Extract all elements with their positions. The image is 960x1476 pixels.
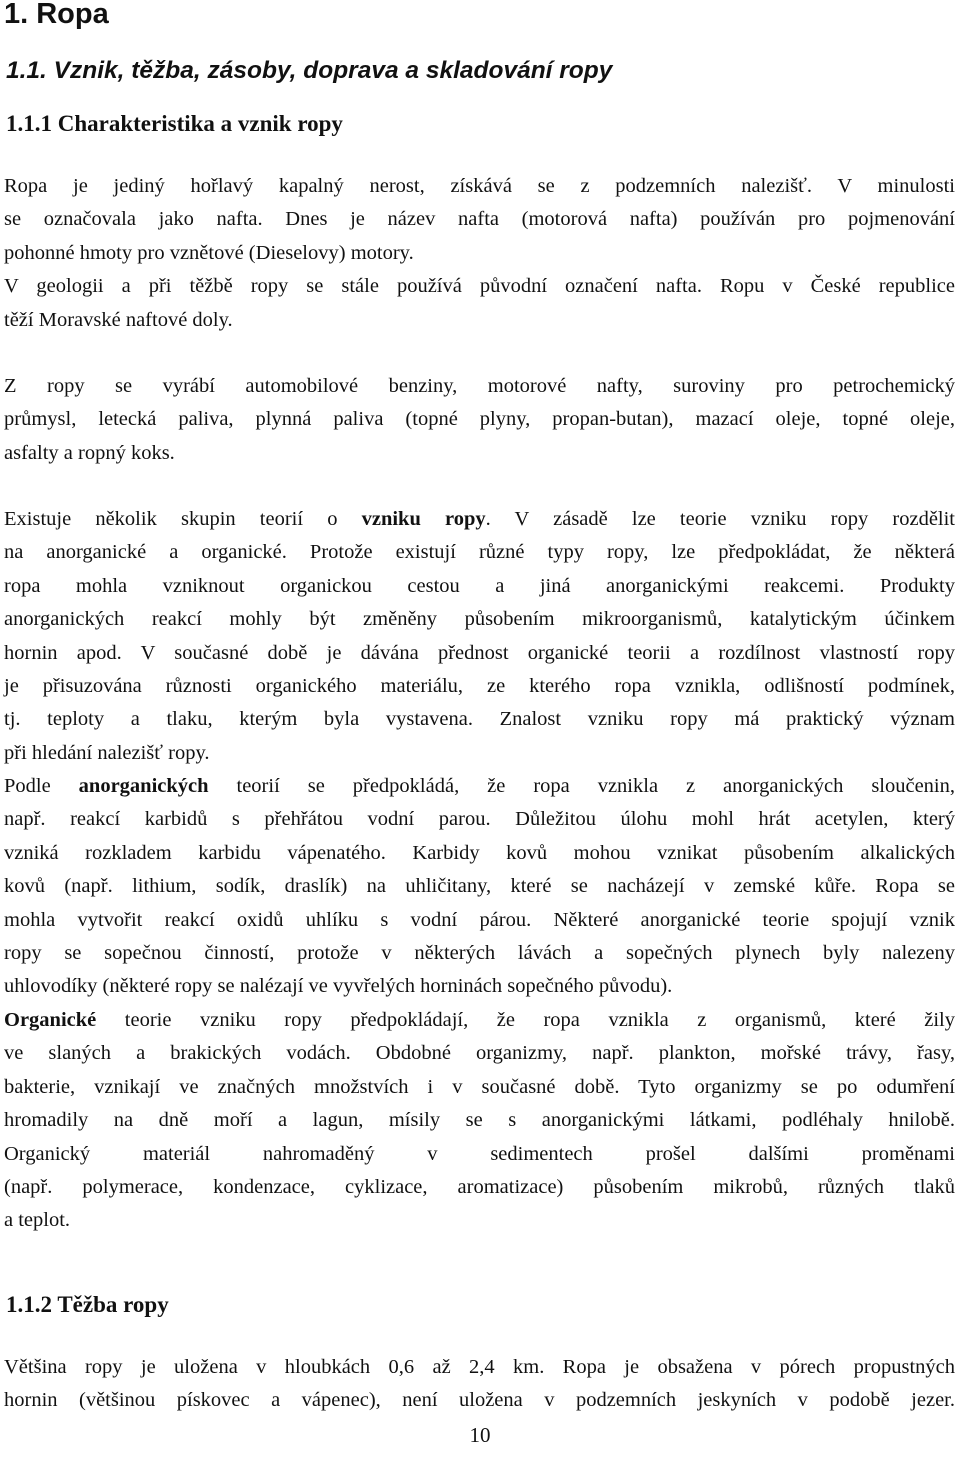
text-line: pohonné hmoty pro vznětové (Dieselovy) motory. [4,241,414,264]
text-line: (např. polymerace, kondenzace, cyklizace, aromatizace) působením mikrobů, různých tlaků [4,1175,955,1198]
text-line: Z ropy se vyrábí automobilové benziny, motorové nafty, suroviny pro petrochemický [4,375,955,397]
text-line: Organický materiál nahromaděný v sedimentech prošel dalšími proměnami [4,1142,955,1165]
bold-term: anorganických [78,775,209,797]
paragraph-definition [4,170,955,337]
paragraph-inorganic [4,770,955,1004]
text-line: bakterie, vznikají ve značných množstvích i v současné době. Tyto organizmy se po odumření [4,1075,955,1098]
bold-term: vzniku ropy [361,508,486,530]
bold-term: Organické [4,1009,97,1031]
text-line: Většina ropy je uložena v hloubkách 0,6 až 2,4 km. Ropa je obsažena v pórech propustných [4,1356,955,1378]
text-line: je přisuzována různosti organického materiálu, ze kterého ropa vznikla, odlišností podmínek, [4,674,955,697]
text-line: Podle anorganických teorií se předpokládá, že ropa vznikla z anorganických sloučenin, [4,775,956,797]
paragraph-organic [4,1004,955,1238]
text-line: Existuje několik skupin teorií o vzniku ropy. V zásadě lze teorie vzniku ropy rozdělit [4,508,956,530]
text-line: ropy se sopečnou činností, protože v některých lávách a sopečných plynech byly nalezeny [4,941,955,964]
section-heading: 1.1. Vznik, těžba, zásoby, doprava a skladování ropy [6,57,613,84]
paragraph-products [4,370,955,470]
text-line: ve slaných a brakických vodách. Obdobné organizmy, např. plankton, mořské trávy, řasy, [4,1042,955,1065]
text-line: např. reakcí karbidů s přehřátou vodní parou. Důležitou úlohu mohl hrát acetylen, který [4,808,955,831]
text-line: se označovala jako nafta. Dnes je název nafta (motorová nafta) používán pro pojmenování [4,208,955,231]
subsection-heading-extraction: 1.1.2 Těžba ropy [6,1292,169,1317]
chapter-heading: 1. Ropa [4,0,109,30]
text-line: hornin apod. V současné době je dávána přednost organické teorii a rozdílnost vlastností ropy [4,641,955,664]
text-line: těží Moravské naftové doly. [4,308,233,331]
text-line: a teplot. [4,1209,71,1232]
text-line: vzniká rozkladem karbidu vápenatého. Karbidy kovů mohou vznikat působením alkalických [4,841,955,864]
text-line: V geologii a při těžbě ropy se stále používá původní označení nafta. Ropu v České republice [4,275,955,298]
text-line: tj. teploty a tlaku, kterým byla vystavena. Znalost vzniku ropy má praktický význam [4,708,955,731]
text-line: anorganických reakcí mohly být změněny působením mikroorganismů, katalytickým účinkem [4,608,955,631]
text-line: mohla vytvořit reakcí oxidů uhlíku s vodní párou. Některé anorganické teorie spojují vznik [4,908,955,931]
page-number: 10 [469,1423,491,1447]
subsection-heading-characteristics: 1.1.1 Charakteristika a vznik ropy [6,111,343,136]
text-line: kovů (např. lithium, sodík, draslík) na uhličitany, které se nacházejí v zemské kůře. Ropa se [4,875,955,898]
text-line: Ropa je jediný hořlavý kapalný nerost, získává se z podzemních nalezišť. V minulosti [4,175,955,197]
text-line: hromadily na dně moří a lagun, mísily se s anorganickými látkami, podléhaly hnilobě. [4,1109,955,1132]
text-line: uhlovodíky (některé ropy se nalézají ve vyvřelých horninách sopečného původu). [4,975,673,998]
text-line: průmysl, letecká paliva, plynná paliva (topné plyny, propan-butan), mazací oleje, topné oleje, [4,408,955,431]
text-line: hornin (většinou pískovec a vápenec), není uložena v podzemních jeskyních v podobě jezer. [4,1389,955,1412]
text-line: na anorganické a organické. Protože existují různé typy ropy, lze předpokládat, že některá [4,541,955,564]
paragraph-theories [4,503,955,770]
text-line: asfalty a ropný koks. [4,441,175,464]
text-line: při hledání nalezišť ropy. [4,741,210,764]
paragraph-extraction [4,1351,955,1418]
text-line: Organické teorie vzniku ropy předpokládají, že ropa vznikla z organismů, které žily [4,1009,955,1031]
text-line: ropa mohla vzniknout organickou cestou a jiná anorganickými reakcemi. Produkty [4,574,955,597]
